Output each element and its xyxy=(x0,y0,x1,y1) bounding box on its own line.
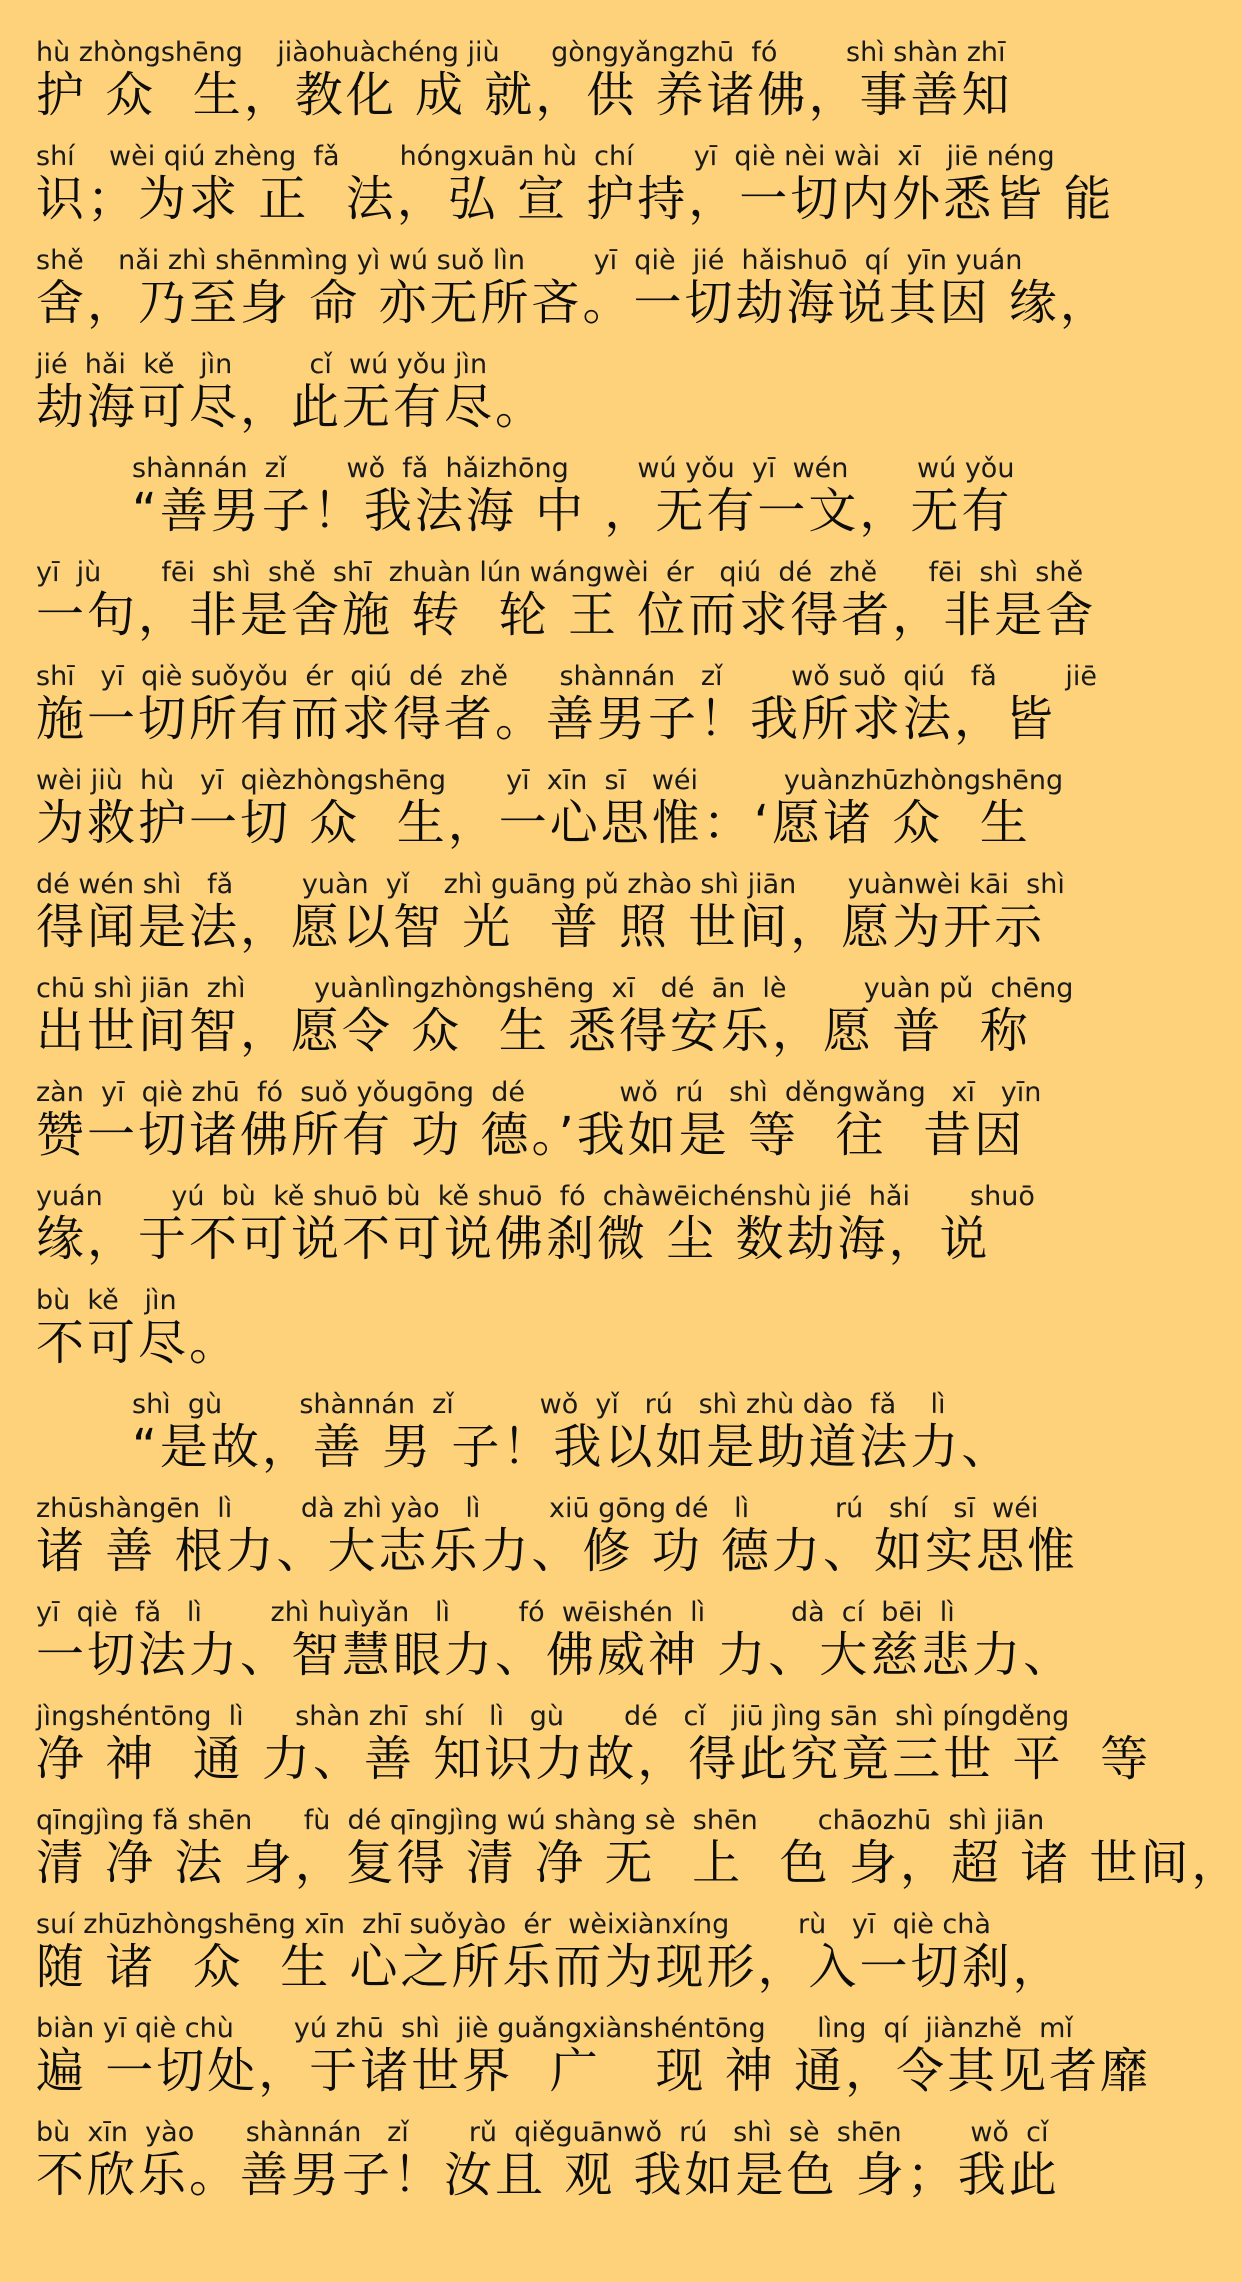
hanzi-line: 一切法力、智慧眼力、佛威神 力、大慈悲力、 xyxy=(36,1627,1075,1683)
pinyin-line: qīngjìng fǎ shēn fù dé qīngjìng wú shàng sè shēn chāozhū shì jiān xyxy=(36,1805,1045,1836)
text-line xyxy=(36,34,1044,138)
hanzi-line: 不欣乐。善男子！汝且 观 我如是色 身；我此 xyxy=(36,2147,1060,2203)
text-line xyxy=(36,1802,1242,1906)
hanzi-line: 一句，非是舍施 转 轮 王 位而求得者，非是舍 xyxy=(36,587,1097,643)
pinyin-line: shànnán zǐ wǒ fǎ hǎizhōng wú yǒu yī wén wú yǒu xyxy=(132,453,1015,484)
pinyin-line: chū shì jiān zhì yuànlìngzhòngshēng xī dé ān lè yuàn pǔ chēng xyxy=(36,973,1074,1004)
pinyin-line: bù xīn yào shànnán zǐ rǔ qiěguānwǒ rú shì sè shēn wǒ cǐ xyxy=(36,2117,1049,2148)
pinyin-line: shì gù shànnán zǐ wǒ yǐ rú shì zhù dào fǎ lì xyxy=(132,1389,946,1420)
hanzi-line: 不可尽。 xyxy=(36,1315,241,1371)
pinyin-line: dé wén shì fǎ yuàn yǐ zhì guāng pǔ zhào shì jiān yuànwèi kāi shì xyxy=(36,869,1065,900)
text-line xyxy=(36,1906,1064,2010)
hanzi-line: 识；为求 正 法，弘 宣 护持，一切内外悉皆 能 xyxy=(36,171,1115,227)
hanzi-line: 随 诸 众 生 心之所乐而为现形，入一切刹， xyxy=(36,1939,1064,1995)
pinyin-line: zàn yī qiè zhū fó suǒ yǒugōng dé wǒ rú shì děngwǎng xī yīn xyxy=(36,1077,1042,1108)
hanzi-line: 诸 善 根力、大志乐力、修 功 德力、如实思惟 xyxy=(36,1523,1079,1579)
text-line xyxy=(36,2010,1152,2114)
text-line xyxy=(36,866,1065,970)
text-line xyxy=(36,1178,1044,1282)
pinyin-line: shě nǎi zhì shēnmìng yì wú suǒ lìn yī qiè jié hǎishuō qí yīn yuán xyxy=(36,245,1023,276)
text-line xyxy=(36,242,1111,346)
pinyin-line: zhūshàngēn lì dà zhì yào lì xiū gōng dé lì rú shí sī wéi xyxy=(36,1493,1039,1524)
hanzi-line: 劫海可尽，此无有尽。 xyxy=(36,379,547,435)
hanzi-line: 净 神 通 力、善 知识力故，得此究竟三世 平 等 xyxy=(36,1731,1152,1787)
hanzi-line: 缘，于不可说不可说佛刹微 尘 数劫海，说 xyxy=(36,1211,991,1267)
pinyin-line: shí wèi qiú zhèng fǎ hóngxuān hù chí yī qiè nèi wài xī jiē néng xyxy=(36,141,1055,172)
text-line xyxy=(36,1698,1152,1802)
pinyin-line: shī yī qiè suǒyǒu ér qiú dé zhě shànnán zǐ wǒ suǒ qiú fǎ jiē xyxy=(36,661,1098,692)
text-line xyxy=(36,2114,1060,2218)
pinyin-line: wèi jiù hù yī qièzhòngshēng yī xīn sī wéi yuànzhūzhòngshēng xyxy=(36,765,1064,796)
pinyin-line: yuán yú bù kě shuō bù kě shuō fó chàwēichénshù jié hǎi shuō xyxy=(36,1181,1035,1212)
hanzi-line: “是故，善 男 子！我以如是助道法力、 xyxy=(132,1419,1013,1475)
pinyin-line: yī qiè fǎ lì zhì huìyǎn lì fó wēishén lì dà cí bēi lì xyxy=(36,1597,955,1628)
text-line xyxy=(36,1074,1044,1178)
hanzi-line: 得闻是法，愿以智 光 普 照 世间，愿为开示 xyxy=(36,899,1046,955)
pinyin-line: jìngshéntōng lì shàn zhī shí lì gù dé cǐ jiū jìng sān shì píngděng xyxy=(36,1701,1070,1732)
pinyin-line: hù zhòngshēng jiàohuàchéng jiù gòngyǎngzhū fó shì shàn zhī xyxy=(36,37,1006,68)
text-line xyxy=(36,138,1115,242)
hanzi-line: 清 净 法 身，复得 清 净 无 上 色 身，超 诸 世间， xyxy=(36,1835,1242,1891)
text-line xyxy=(36,762,1064,866)
text-line xyxy=(36,1282,1044,1386)
pinyin-line: yī jù fēi shì shě shī zhuàn lún wángwèi ér qiú dé zhě fēi shì shě xyxy=(36,557,1084,588)
text-line xyxy=(132,1386,1044,1490)
hanzi-line: 护 众 生，教化 成 就，供 养诸佛，事善知 xyxy=(36,67,1013,123)
pinyin-line: biàn yī qiè chù yú zhū shì jiè guǎngxiànshéntōng lìng qí jiànzhě mǐ xyxy=(36,2013,1073,2044)
hanzi-line: 遍 一切处，于诸世界 广 现 神 通，令其见者靡 xyxy=(36,2043,1152,2099)
hanzi-line: 为救护一切 众 生，一心思惟：‘愿诸 众 生 xyxy=(36,795,1031,851)
hanzi-line: 施一切所有而求得者。善男子！我所求法，皆 xyxy=(36,691,1057,747)
text-line xyxy=(36,1594,1075,1698)
text-line xyxy=(132,450,1044,554)
hanzi-line: 赞一切诸佛所有 功 德。’我如是 等 往 昔因 xyxy=(36,1107,1026,1163)
text-line xyxy=(36,1490,1079,1594)
pinyin-line: bù kě jìn xyxy=(36,1285,177,1316)
hanzi-line: “善男子！我法海 中 ，无有一文，无有 xyxy=(132,483,1013,539)
hanzi-line: 出世间智，愿令 众 生 悉得安乐，愿 普 称 xyxy=(36,1003,1031,1059)
pinyin-line: jié hǎi kě jìn cǐ wú yǒu jìn xyxy=(36,349,488,380)
text-line xyxy=(36,554,1097,658)
text-line xyxy=(36,658,1098,762)
text-line xyxy=(36,346,1044,450)
pinyin-line: suí zhūzhòngshēng xīn zhī suǒyào ér wèixiànxíng rù yī qiè chà xyxy=(36,1909,991,1940)
hanzi-line: 舍，乃至身 命 亦无所吝。一切劫海说其因 缘， xyxy=(36,275,1111,331)
text-line xyxy=(36,970,1074,1074)
